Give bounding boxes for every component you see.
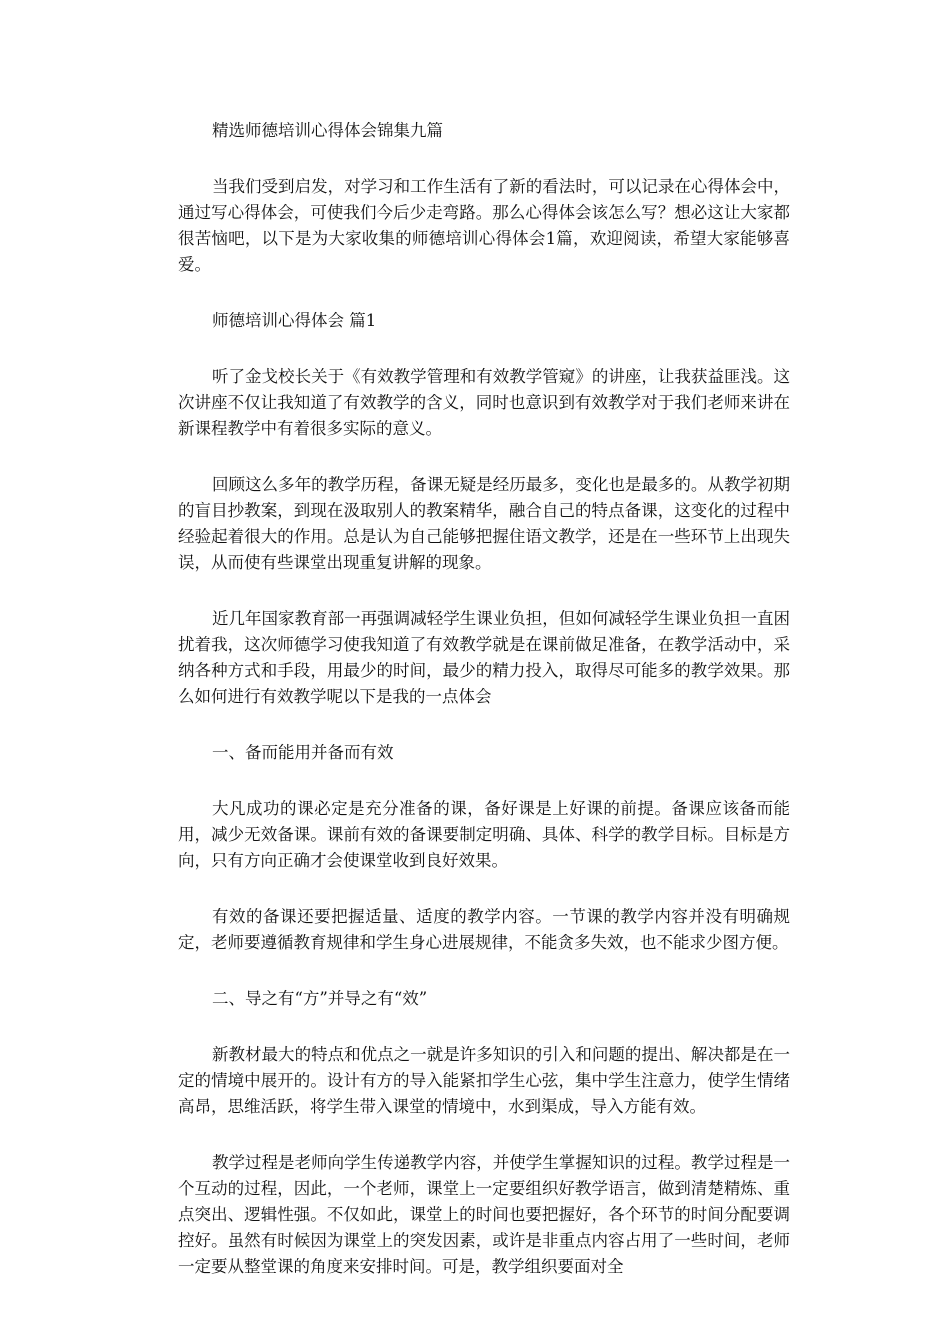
document-title: 精选师德培训心得体会锦集九篇 [212,121,443,140]
paragraph: 听了金戈校长关于《有效教学管理和有效教学管窥》的讲座，让我获益匪浅。这次讲座不仅让我知道了有效教学的含义，同时也意识到有效教学对于我们老师来讲在新课程教学中有着很多实际的意义。 [178,367,790,438]
intro-paragraph: 当我们受到启发，对学习和工作生活有了新的看法时，可以记录在心得体会中，通过写心得体会，可使我们今后少走弯路。那么心得体会该怎么写？想必这让大家都很苦恼吧，以下是为大家收集的师德培训心得体会1篇，欢迎阅读，希望大家能够喜爱。 [178,177,790,274]
paragraph: 教学过程是老师向学生传递教学内容，并使学生掌握知识的过程。教学过程是一个互动的过程，因此，一个老师，课堂上一定要组织好教学语言，做到清楚精炼、重点突出、逻辑性强。不仅如此，课堂上的时间也要把握好，各个环节的时间分配要调控好。虽然有时候因为课堂上的突发因素，或许是非重点内容占用了一些时间，老师一定要从整堂课的角度来安排时间。可是，教学组织要面对全 [178,1153,790,1276]
paragraph: 新教材最大的特点和优点之一就是许多知识的引入和问题的提出、解决都是在一定的情境中展开的。设计有方的导入能紧扣学生心弦，集中学生注意力，使学生情绪高昂，思维活跃，将学生带入课堂的情境中，水到渠成，导入方能有效。 [178,1045,790,1116]
document-page [178,118,790,1280]
paragraph: 近几年国家教育部一再强调减轻学生课业负担，但如何减轻学生课业负担一直困扰着我，这次师德学习使我知道了有效教学就是在课前做足准备，在教学活动中，采纳各种方式和手段，用最少的时间，最少的精力投入，取得尽可能多的教学效果。那么如何进行有效教学呢以下是我的一点体会 [178,609,790,706]
paragraph: 大凡成功的课必定是充分准备的课，备好课是上好课的前提。备课应该备而能用，减少无效备课。课前有效的备课要制定明确、具体、科学的教学目标。目标是方向，只有方向正确才会使课堂收到良好效果。 [178,799,790,870]
paragraph: 有效的备课还要把握适量、适度的教学内容。一节课的教学内容并没有明确规定，老师要遵循教育规律和学生身心进展规律，不能贪多失效，也不能求少图方便。 [178,907,790,952]
paragraph: 回顾这么多年的教学历程，备课无疑是经历最多，变化也是最多的。从教学初期的盲目抄教案，到现在汲取别人的教案精华，融合自己的特点备课，这变化的过程中经验起着很大的作用。总是认为自己能够把握住语文教学，还是在一些环节上出现失误，从而使有些课堂出现重复讲解的现象。 [178,475,790,572]
subheading: 二、导之有“方”并导之有“效” [212,989,428,1008]
section-title: 师德培训心得体会 篇1 [212,311,377,330]
subheading: 一、备而能用并备而有效 [212,743,394,762]
